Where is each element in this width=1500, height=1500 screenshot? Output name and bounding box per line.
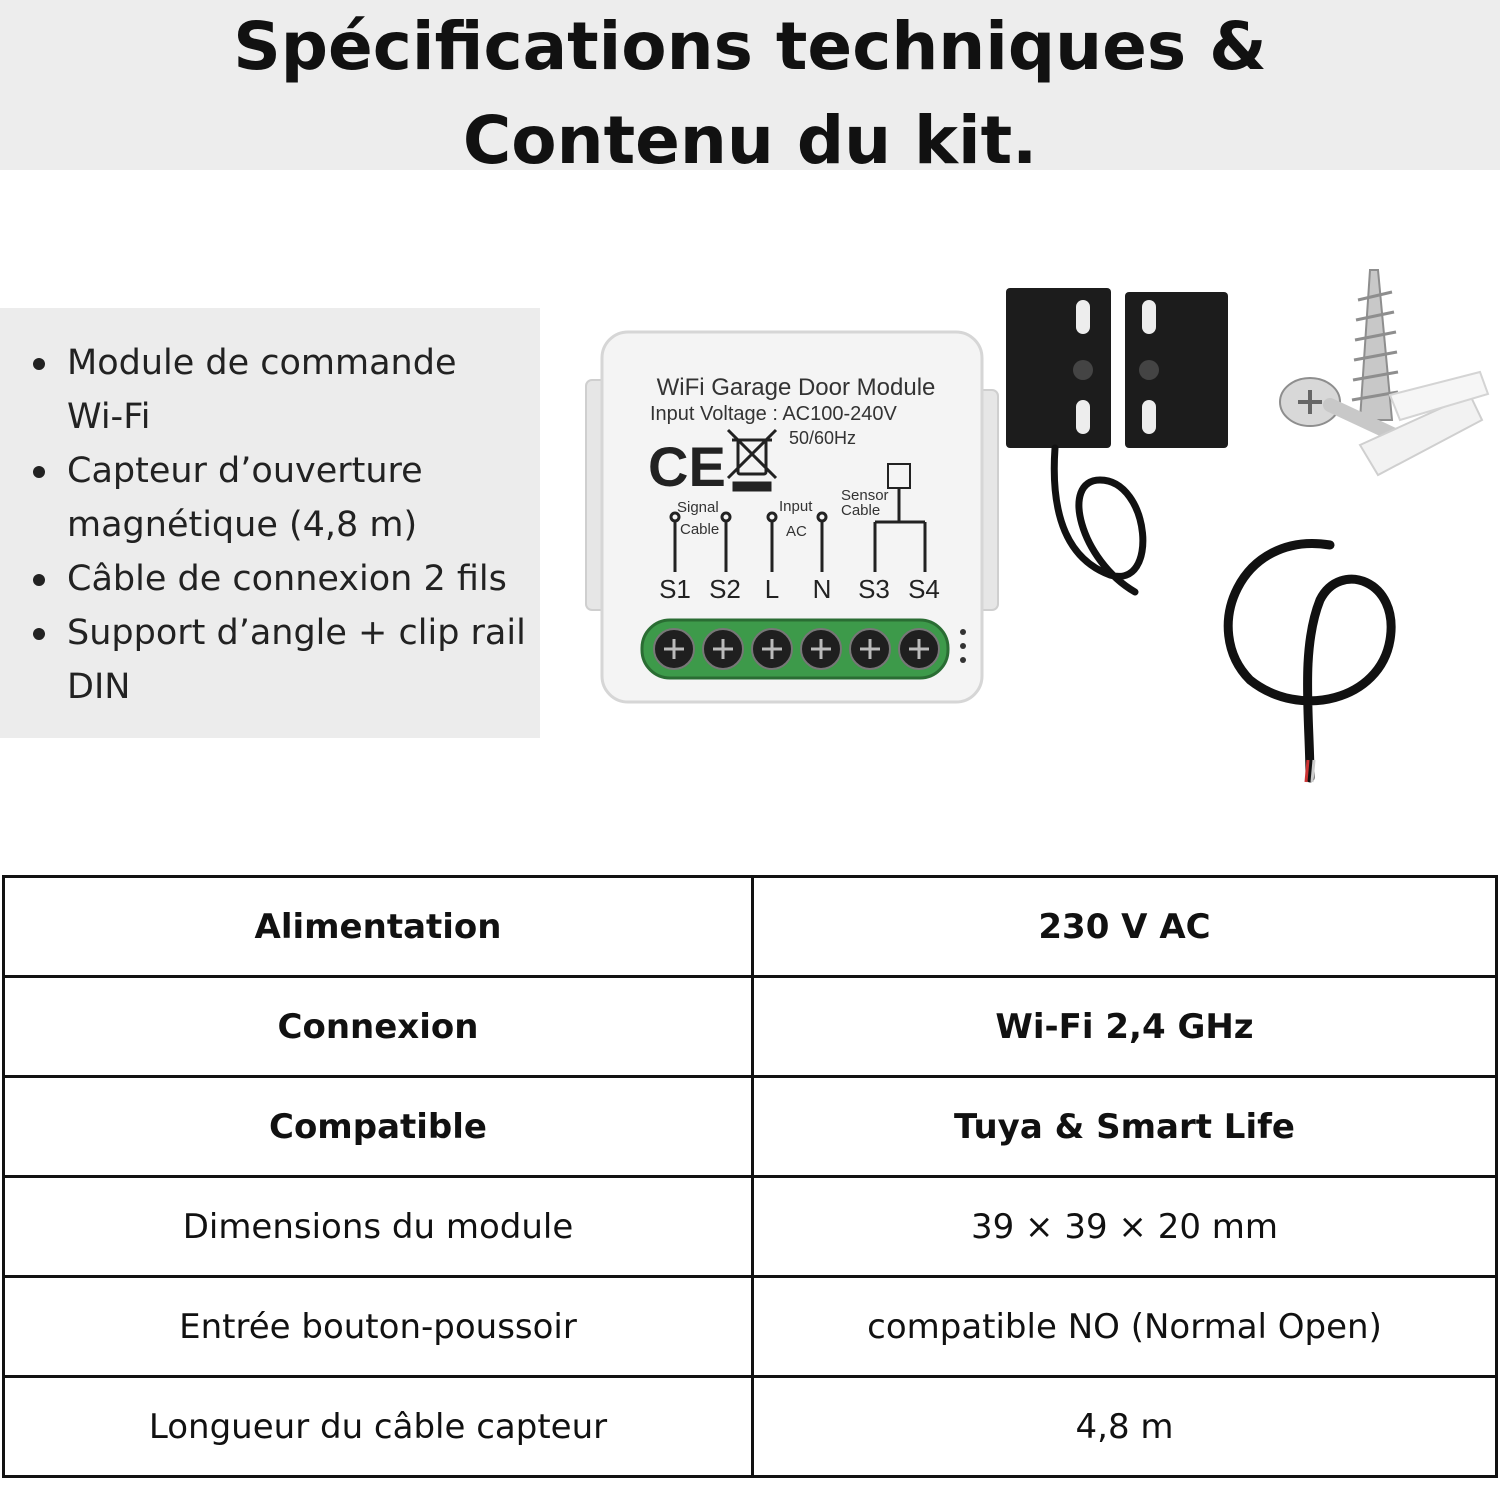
terminal-label: L xyxy=(764,574,780,604)
sensor-cable-label: Cable xyxy=(841,502,881,519)
ac-label: AC xyxy=(786,523,807,540)
product-illustration xyxy=(560,240,1500,800)
title-line-2: Contenu du kit. xyxy=(462,102,1038,179)
module-voltage: Input Voltage : AC100-240V xyxy=(650,403,897,425)
list-item-line: Capteur d’ouverture xyxy=(67,451,423,491)
list-item-line: Wi-Fi xyxy=(67,397,151,437)
list-item-line: Câble de connexion 2 fils xyxy=(67,559,507,599)
spec-table xyxy=(2,875,1498,1478)
kit-contents-list xyxy=(30,336,530,714)
spec-label: Longueur du câble capteur xyxy=(4,1377,753,1477)
cable-label: Cable xyxy=(680,521,720,538)
list-item-line: Module de commande xyxy=(67,343,457,383)
spec-label: Entrée bouton-poussoir xyxy=(4,1277,753,1377)
table-row xyxy=(4,1277,1497,1377)
spec-label: Connexion xyxy=(4,977,753,1077)
spec-label: Alimentation xyxy=(4,877,753,977)
terminal-label: S3 xyxy=(858,574,890,604)
list-item xyxy=(30,336,530,444)
ce-mark: CE xyxy=(648,435,726,498)
signal-label: Signal xyxy=(677,499,719,516)
spec-value: Tuya & Smart Life xyxy=(753,1077,1497,1177)
spec-value: 230 V AC xyxy=(753,877,1497,977)
list-item-line: Support d’angle + clip rail xyxy=(67,613,526,653)
table-row xyxy=(4,977,1497,1077)
spec-value: Wi-Fi 2,4 GHz xyxy=(753,977,1497,1077)
terminal-label: N xyxy=(812,574,832,604)
screws-and-anchors xyxy=(1280,270,1488,475)
spec-value: 39 × 39 × 20 mm xyxy=(753,1177,1497,1277)
list-item-line: magnétique (4,8 m) xyxy=(67,505,418,545)
list-item-line: DIN xyxy=(67,667,131,707)
page-title xyxy=(0,0,1500,188)
spec-value: compatible NO (Normal Open) xyxy=(753,1277,1497,1377)
spec-label: Dimensions du module xyxy=(4,1177,753,1277)
table-row xyxy=(4,877,1497,977)
list-item xyxy=(30,444,530,552)
list-item xyxy=(30,552,530,606)
spec-value: 4,8 m xyxy=(753,1377,1497,1477)
wifi-module xyxy=(586,332,998,702)
spec-label: Compatible xyxy=(4,1077,753,1177)
terminal-label: S1 xyxy=(659,574,691,604)
sensor-label: Sensor xyxy=(841,487,889,504)
kit-contents-panel xyxy=(0,308,540,738)
module-frequency: 50/60Hz xyxy=(789,428,857,448)
connection-cable xyxy=(1228,543,1391,782)
terminal-label: S2 xyxy=(709,574,741,604)
magnetic-sensor xyxy=(1006,288,1228,592)
title-line-1: Spécifications techniques & xyxy=(233,8,1267,85)
module-title: WiFi Garage Door Module xyxy=(656,374,936,401)
table-row xyxy=(4,1377,1497,1477)
table-row xyxy=(4,1177,1497,1277)
list-item xyxy=(30,606,530,714)
table-row xyxy=(4,1077,1497,1177)
terminal-label: S4 xyxy=(908,574,940,604)
input-label: Input xyxy=(779,498,813,515)
